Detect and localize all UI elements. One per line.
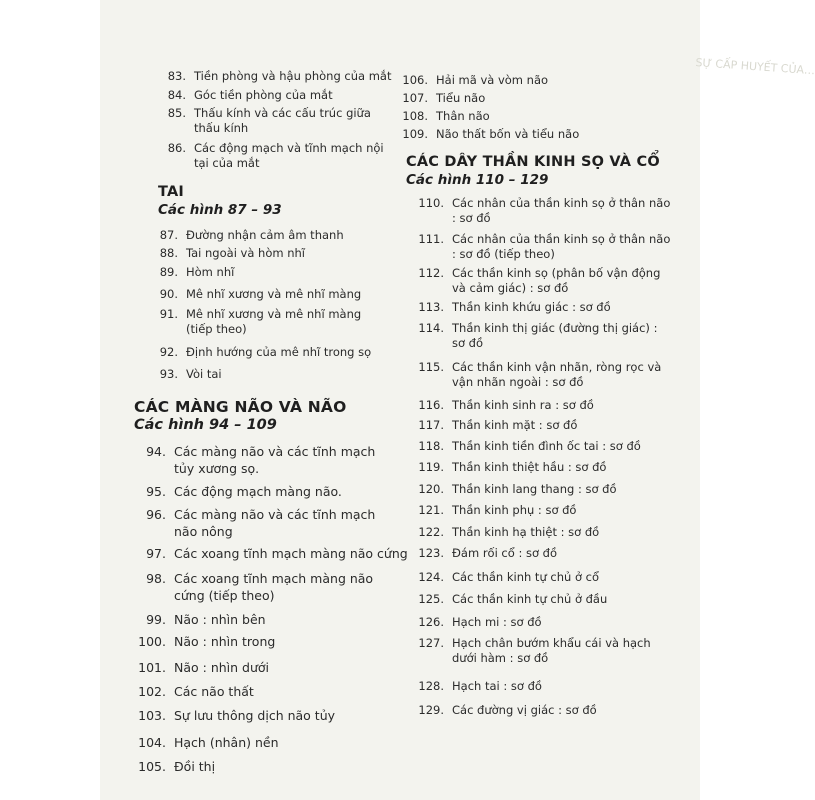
toc-entry: 101. Não : nhìn dưới: [138, 660, 270, 675]
toc-entry: 105. Đồi thị: [138, 759, 216, 774]
toc-entry: 124. Các thần kinh tự chủ ở cổ: [418, 570, 599, 584]
toc-entry: 126. Hạch mi : sơ đồ: [418, 615, 542, 629]
section-heading: CÁC MÀNG NÃO VÀ NÃO: [134, 398, 347, 416]
toc-entry: 112. Các thần kinh sọ (phân bố vận động và cảm giác) : sơ đồ: [418, 266, 661, 295]
section-subheading: Các hình 94 – 109: [134, 417, 277, 433]
toc-entry: 113. Thần kinh khứu giác : sơ đồ: [418, 300, 611, 314]
toc-entry: 107. Tiểu não: [402, 91, 486, 105]
book-page: [100, 0, 815, 800]
toc-entry: 108. Thân não: [402, 109, 490, 123]
toc-entry: 99. Não : nhìn bên: [146, 612, 266, 627]
toc-entry: 119. Thần kinh thiệt hầu : sơ đồ: [418, 460, 607, 474]
toc-entry: 103. Sự lưu thông dịch não tủy: [138, 708, 336, 723]
toc-entry: 90. Mê nhĩ xương và mê nhĩ màng: [159, 287, 362, 301]
toc-entry: 102. Các não thất: [138, 684, 254, 699]
toc-entry: 84. Góc tiền phòng của mắt: [167, 88, 333, 102]
toc-entry: 95. Các động mạch màng não.: [146, 484, 342, 499]
toc-entry: 106. Hải mã và vòm não: [402, 73, 549, 87]
toc-entry: 127. Hạch chân bướm khẩu cái và hạch dưới hàm : sơ đồ: [418, 636, 651, 665]
toc-entry: 120. Thần kinh lang thang : sơ đồ: [418, 482, 617, 496]
toc-entry: 91. Mê nhĩ xương và mê nhĩ màng (tiếp theo): [159, 307, 362, 336]
toc-entry: 109. Não thất bốn và tiểu não: [402, 127, 580, 141]
toc-entry: 86. Các động mạch và tĩnh mạch nội tại của mắt: [167, 141, 384, 170]
toc-entry: 115. Các thần kinh vận nhãn, ròng rọc và vận nhãn ngoài : sơ đồ: [418, 360, 662, 389]
section-heading: TAI: [158, 184, 184, 200]
toc-entry: 97. Các xoang tĩnh mạch màng não cứng: [146, 546, 408, 561]
toc-entry: 96. Các màng não và các tĩnh mạch não nông: [146, 507, 376, 539]
toc-entry: 83. Tiền phòng và hậu phòng của mắt: [167, 69, 392, 83]
toc-entry: 111. Các nhân của thần kinh sọ ở thân não : sơ đồ (tiếp theo): [418, 232, 671, 261]
toc-entry: 121. Thần kinh phụ : sơ đồ: [418, 503, 577, 517]
toc-entry: 125. Các thần kinh tự chủ ở đầu: [418, 592, 608, 606]
toc-entry: 104. Hạch (nhân) nền: [138, 735, 279, 750]
section-subheading: Các hình 87 – 93: [158, 202, 282, 218]
toc-entry: 128. Hạch tai : sơ đồ: [418, 679, 542, 693]
toc-entry: 88. Tai ngoài và hòm nhĩ: [159, 246, 306, 260]
toc-entry: 93. Vòi tai: [159, 367, 222, 381]
section-subheading: Các hình 110 – 129: [406, 172, 549, 188]
toc-entry: 89. Hòm nhĩ: [159, 265, 235, 279]
toc-entry: 123. Đám rối cổ : sơ đồ: [418, 546, 557, 560]
toc-entry: 129. Các đường vị giác : sơ đồ: [418, 703, 597, 717]
toc-entry: 98. Các xoang tĩnh mạch màng não cứng (tiếp theo): [146, 571, 374, 603]
toc-entry: 110. Các nhân của thần kinh sọ ở thân não : sơ đồ: [418, 196, 671, 225]
toc-entry: 100. Não : nhìn trong: [138, 634, 276, 649]
toc-entry: 85. Thấu kính và các cấu trúc giữa thấu kính: [167, 106, 371, 135]
section-heading: CÁC DÂY THẦN KINH SỌ VÀ CỔ: [406, 154, 660, 170]
toc-entry: 116. Thần kinh sinh ra : sơ đồ: [418, 398, 594, 412]
toc-entry: 92. Định hướng của mê nhĩ trong sọ: [159, 345, 372, 359]
toc-entry: 122. Thần kinh hạ thiệt : sơ đồ: [418, 525, 600, 539]
toc-entry: 87. Đường nhận cảm âm thanh: [159, 228, 344, 242]
toc-entry: 94. Các màng não và các tĩnh mạch tủy xương sọ.: [146, 444, 376, 476]
toc-entry: 114. Thần kinh thị giác (đường thị giác) : sơ đồ: [418, 321, 658, 350]
show-through-text: SỰ CẤP HUYẾT CỦA…: [695, 56, 815, 78]
toc-entry: 118. Thần kinh tiền đình ốc tai : sơ đồ: [418, 439, 641, 453]
toc-entry: 117. Thần kinh mặt : sơ đồ: [418, 418, 578, 432]
